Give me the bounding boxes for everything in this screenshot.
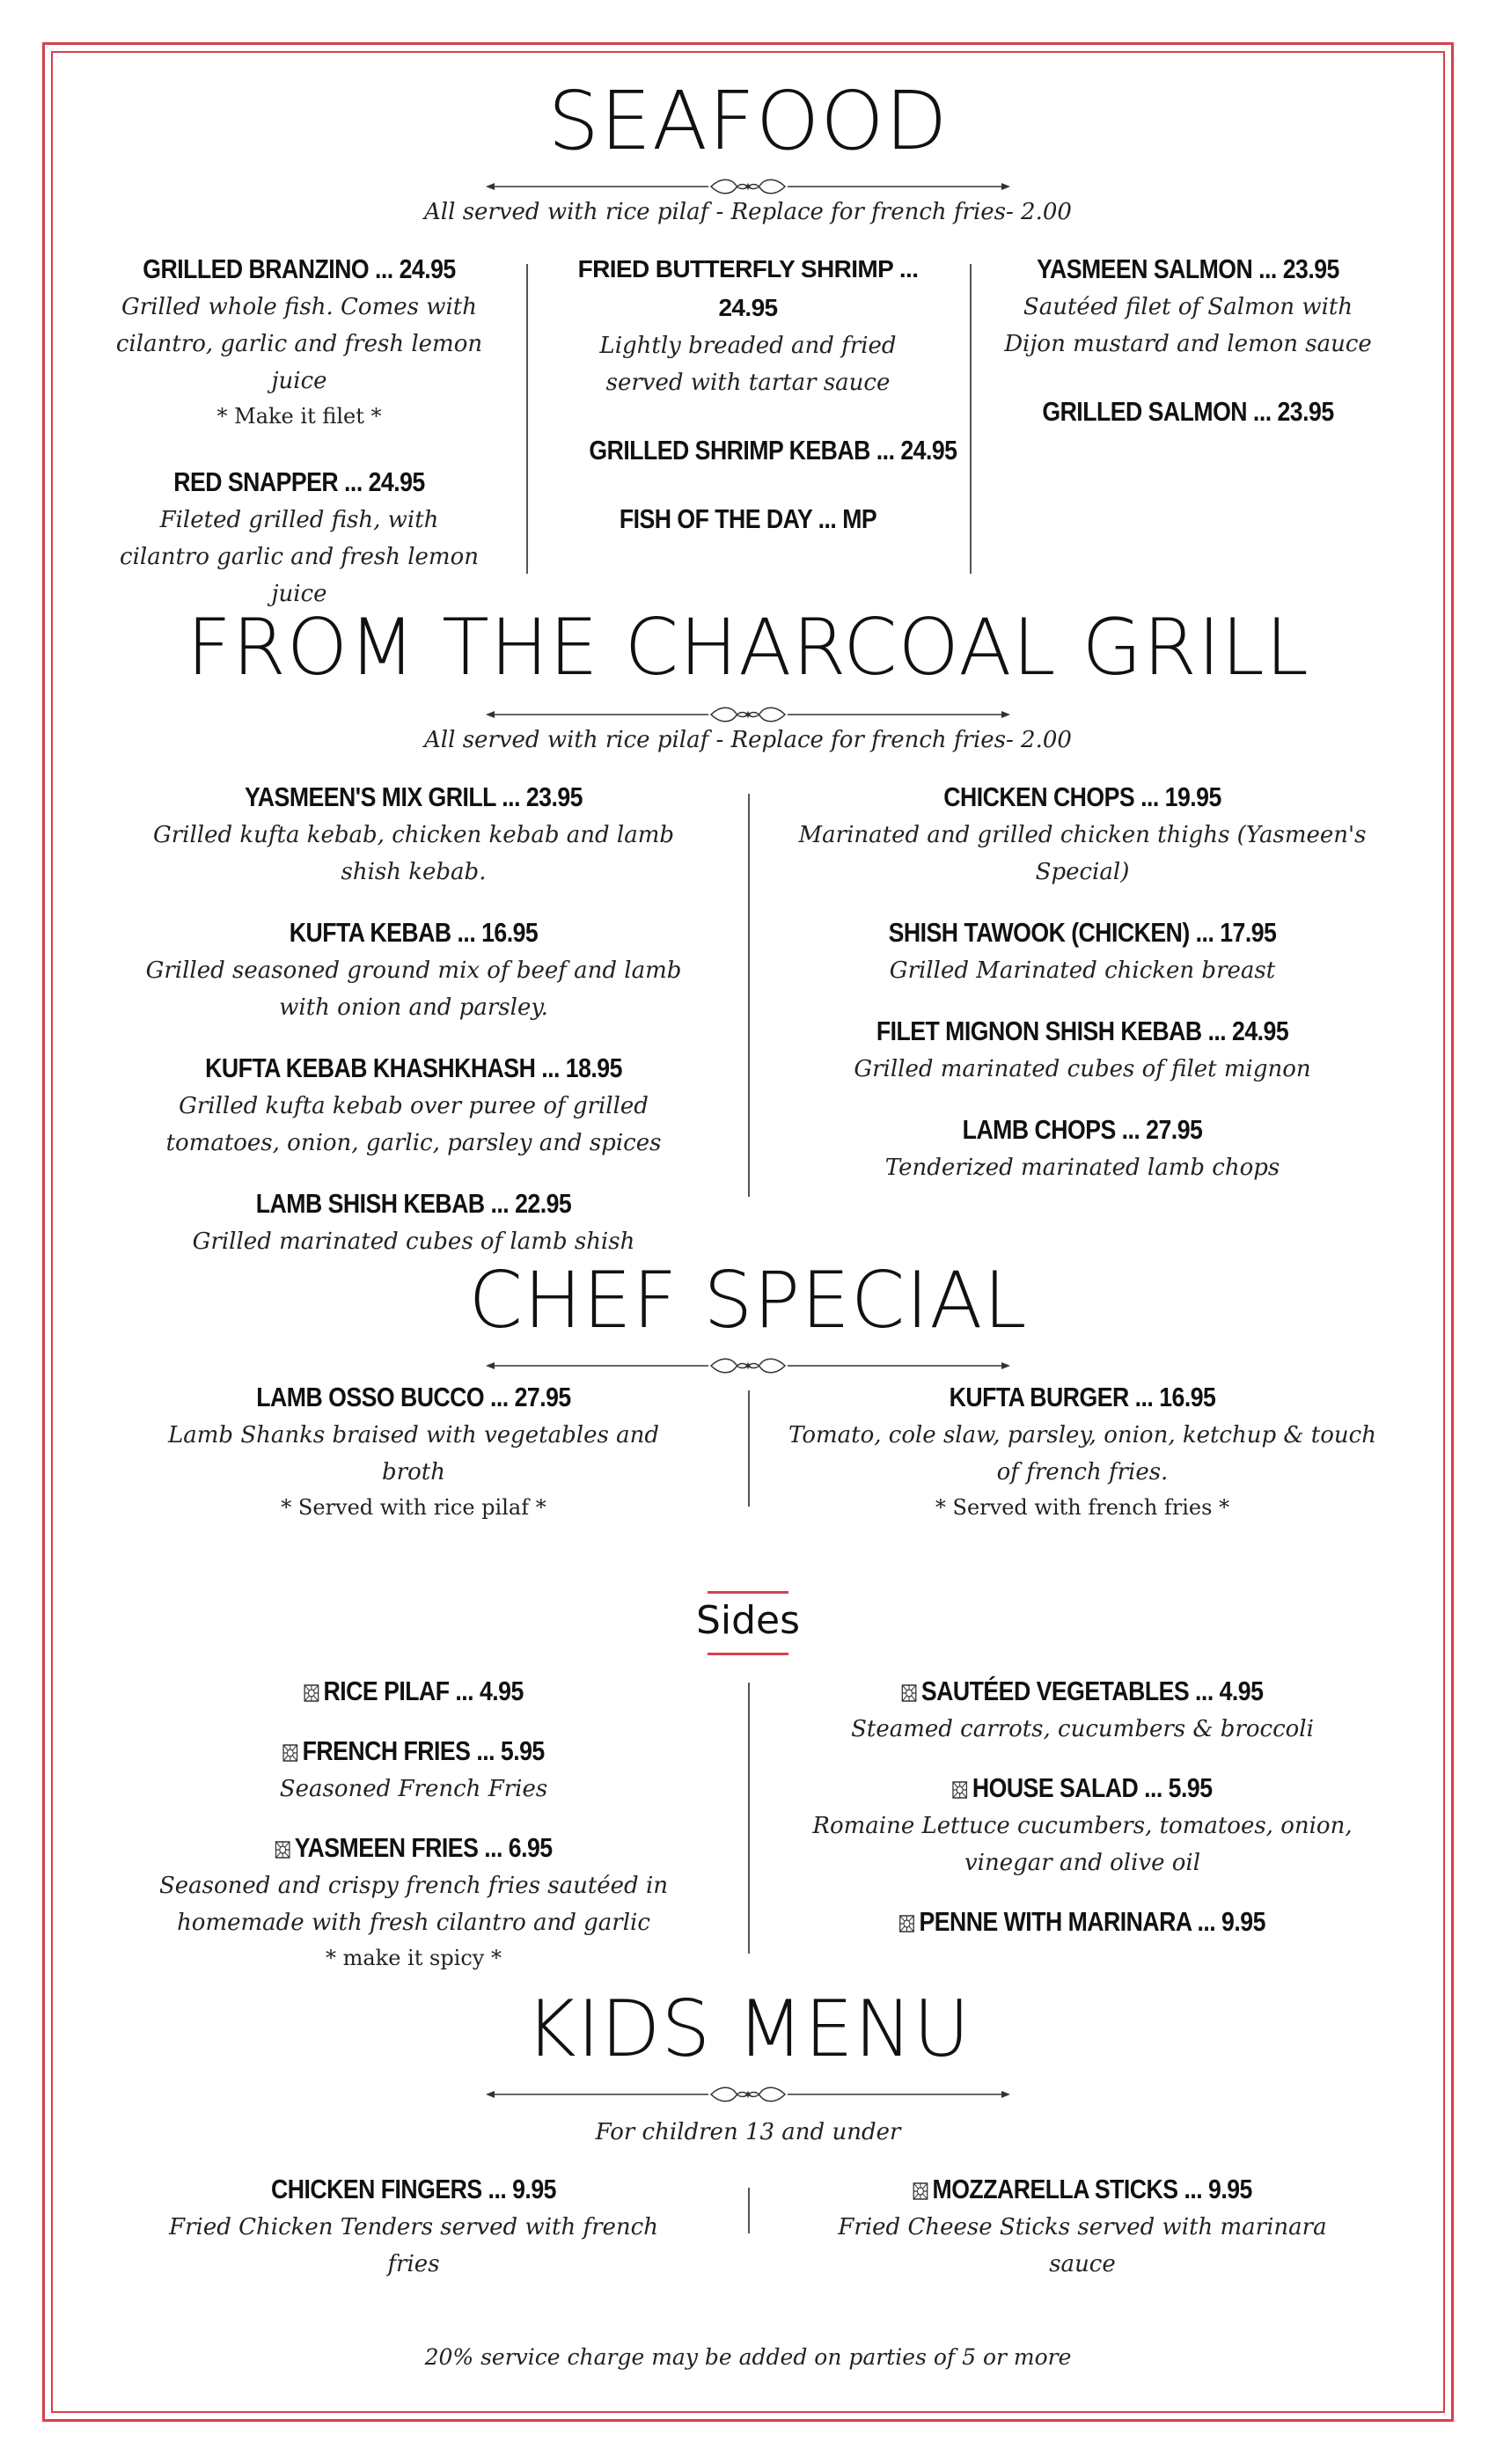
item-name: CHICKEN CHOPS ... 19.95	[943, 781, 1221, 812]
seafood-column-1	[114, 250, 484, 642]
kids-subtitle: For children 13 and under	[595, 2119, 901, 2145]
item-desc: Sautéed filet of Salmon with Dijon mustard and lemon sauce	[1004, 294, 1372, 357]
item-name: KUFTA KEBAB KHASHKHASH ... 18.95	[205, 1052, 622, 1083]
column-divider	[526, 264, 528, 574]
menu-item	[563, 431, 957, 470]
seafood-column-3	[1003, 250, 1373, 461]
item-desc: Grilled marinated cubes of lamb shish	[192, 1228, 635, 1255]
vegetarian-bullet-icon	[304, 1684, 319, 1702]
menu-item	[1003, 250, 1373, 363]
item-note: * make it spicy *	[325, 1946, 502, 1970]
menu-item	[792, 1111, 1373, 1186]
chef-right-column	[783, 1378, 1382, 1554]
grill-right-column	[792, 778, 1373, 1216]
service-charge-note: 20% service charge may be added on parties of 5 or more	[424, 2344, 1072, 2370]
scroll-divider-ornament-icon	[484, 704, 1012, 725]
item-desc: Romaine Lettuce cucumbers, tomatoes, onion, vinegar and olive oil	[812, 1813, 1353, 1876]
grill-left-column	[123, 778, 704, 1290]
item-name: HOUSE SALAD ... 5.95	[972, 1772, 1213, 1803]
menu-item	[114, 1829, 713, 1975]
column-divider	[748, 794, 750, 1197]
item-name: RICE PILAF ... 4.95	[323, 1676, 524, 1706]
scroll-divider-ornament-icon	[484, 2084, 1012, 2105]
item-name: LAMB OSSO BUCCO ... 27.95	[256, 1382, 571, 1412]
item-name: SHISH TAWOOK (CHICKEN) ... 17.95	[888, 917, 1277, 948]
sides-right-column	[783, 1672, 1382, 1971]
vegetarian-bullet-icon	[282, 1744, 297, 1762]
item-name: FRIED BUTTERFLY SHRIMP ... 24.95	[577, 255, 919, 321]
menu-item	[150, 2170, 678, 2283]
menu-item	[150, 1378, 678, 1524]
kids-left-column	[150, 2170, 678, 2313]
item-desc: Seasoned and crispy french fries sautéed in homemade with fresh cilantro and garlic	[158, 1873, 669, 1936]
item-desc: Fried Cheese Sticks served with marinara sauce	[838, 2214, 1327, 2277]
item-name: LAMB SHISH KEBAB ... 22.95	[255, 1188, 572, 1219]
item-desc: Steamed carrots, cucumbers & broccoli	[851, 1716, 1314, 1742]
sides-top-rule	[708, 1591, 788, 1594]
seafood-column-2	[563, 250, 957, 568]
item-name: YASMEEN FRIES ... 6.95	[294, 1832, 553, 1863]
item-desc: Marinated and grilled chicken thighs (Yasmeen's Special)	[798, 822, 1367, 885]
column-divider	[748, 2188, 750, 2233]
item-desc: Tenderized marinated lamb chops	[884, 1155, 1280, 1181]
menu-item	[783, 1672, 1382, 1748]
item-name: SAUTÉED VEGETABLES ... 4.95	[920, 1676, 1264, 1706]
item-note: * Served with french fries *	[935, 1495, 1230, 1520]
item-name: LAMB CHOPS ... 27.95	[962, 1114, 1203, 1145]
item-name: FISH OF THE DAY ... MP	[619, 503, 877, 534]
item-name: PENNE WITH MARINARA ... 9.95	[919, 1906, 1265, 1937]
seafood-title: SEAFOOD	[547, 74, 949, 168]
menu-item	[818, 2170, 1346, 2283]
item-name: GRILLED SALMON ... 23.95	[1042, 396, 1334, 427]
chef-special-title: CHEF SPECIAL	[468, 1255, 1028, 1346]
item-desc: Lightly breaded and fried served with tartar sauce	[599, 333, 897, 396]
menu-item	[783, 1378, 1382, 1524]
menu-item	[123, 778, 704, 891]
item-name: KUFTA KEBAB ... 16.95	[289, 917, 539, 948]
sides-left-column	[114, 1672, 713, 2005]
column-divider	[970, 264, 972, 574]
column-divider	[748, 1390, 750, 1507]
grill-subtitle: All served with rice pilaf - Replace for french fries- 2.00	[424, 727, 1072, 753]
item-name: FILET MIGNON SHISH KEBAB ... 24.95	[876, 1016, 1289, 1046]
menu-item	[123, 1049, 704, 1162]
kids-menu-title: KIDS MENU	[524, 1984, 972, 2074]
item-desc: Grilled seasoned ground mix of beef and lamb with onion and parsley.	[145, 957, 682, 1021]
item-name: YASMEEN SALMON ... 23.95	[1037, 253, 1339, 284]
item-desc: Tomato, cole slaw, parsley, onion, ketchup & touch of french fries.	[788, 1422, 1376, 1485]
menu-item	[792, 778, 1373, 891]
scroll-divider-ornament-icon	[484, 1355, 1012, 1376]
item-name: KUFTA BURGER ... 16.95	[949, 1382, 1216, 1412]
menu-item	[1003, 392, 1373, 431]
menu-item	[114, 1732, 713, 1808]
item-name: RED SNAPPER ... 24.95	[173, 466, 425, 497]
seafood-subtitle: All served with rice pilaf - Replace for french fries- 2.00	[424, 199, 1072, 225]
scroll-divider-ornament-icon	[484, 176, 1012, 197]
menu-item	[114, 250, 484, 433]
item-name: GRILLED SHRIMP KEBAB ... 24.95	[589, 435, 957, 466]
menu-item	[123, 913, 704, 1026]
menu-item	[114, 1672, 713, 1711]
vegetarian-bullet-icon	[275, 1841, 290, 1859]
menu-item	[123, 1184, 704, 1260]
item-desc: Grilled kufta kebab over puree of grilled tomatoes, onion, garlic, parsley and spices	[165, 1093, 662, 1156]
item-name: MOZZARELLA STICKS ... 9.95	[932, 2174, 1252, 2204]
item-desc: Grilled whole fish. Comes with cilantro, garlic and fresh lemon juice	[115, 294, 483, 394]
vegetarian-bullet-icon	[902, 1684, 917, 1702]
menu-item	[792, 913, 1373, 989]
vegetarian-bullet-icon	[899, 1915, 914, 1932]
menu-item	[783, 1769, 1382, 1881]
item-desc: Grilled kufta kebab, chicken kebab and lamb shish kebab.	[152, 822, 675, 885]
sides-title: Sides	[695, 1598, 801, 1643]
item-desc: Grilled marinated cubes of filet mignon	[854, 1056, 1311, 1082]
item-note: * Make it filet *	[216, 404, 382, 429]
item-desc: Lamb Shanks braised with vegetables and broth	[168, 1422, 659, 1485]
item-note: * Served with rice pilaf *	[281, 1495, 546, 1520]
kids-right-column	[818, 2170, 1346, 2313]
item-desc: Grilled Marinated chicken breast	[889, 957, 1276, 984]
chef-left-column	[150, 1378, 678, 1554]
grill-title: FROM THE CHARCOAL GRILL	[187, 602, 1309, 693]
item-name: YASMEEN'S MIX GRILL ... 23.95	[244, 781, 583, 812]
vegetarian-bullet-icon	[952, 1781, 967, 1799]
menu-item	[783, 1903, 1382, 1941]
item-desc: Seasoned French Fries	[279, 1776, 548, 1802]
menu-item	[563, 500, 933, 539]
item-name: GRILLED BRANZINO ... 24.95	[143, 253, 456, 284]
item-desc: Fileted grilled fish, with cilantro garlic and fresh lemon juice	[120, 507, 479, 607]
item-name: FRENCH FRIES ... 5.95	[302, 1735, 545, 1766]
column-divider	[748, 1683, 750, 1954]
menu-item	[563, 250, 933, 401]
menu-item	[792, 1012, 1373, 1088]
vegetarian-bullet-icon	[913, 2182, 928, 2200]
item-desc: Fried Chicken Tenders served with french fries	[169, 2214, 658, 2277]
menu-item	[114, 463, 484, 612]
sides-bottom-rule	[708, 1653, 788, 1655]
item-name: CHICKEN FINGERS ... 9.95	[271, 2174, 556, 2204]
